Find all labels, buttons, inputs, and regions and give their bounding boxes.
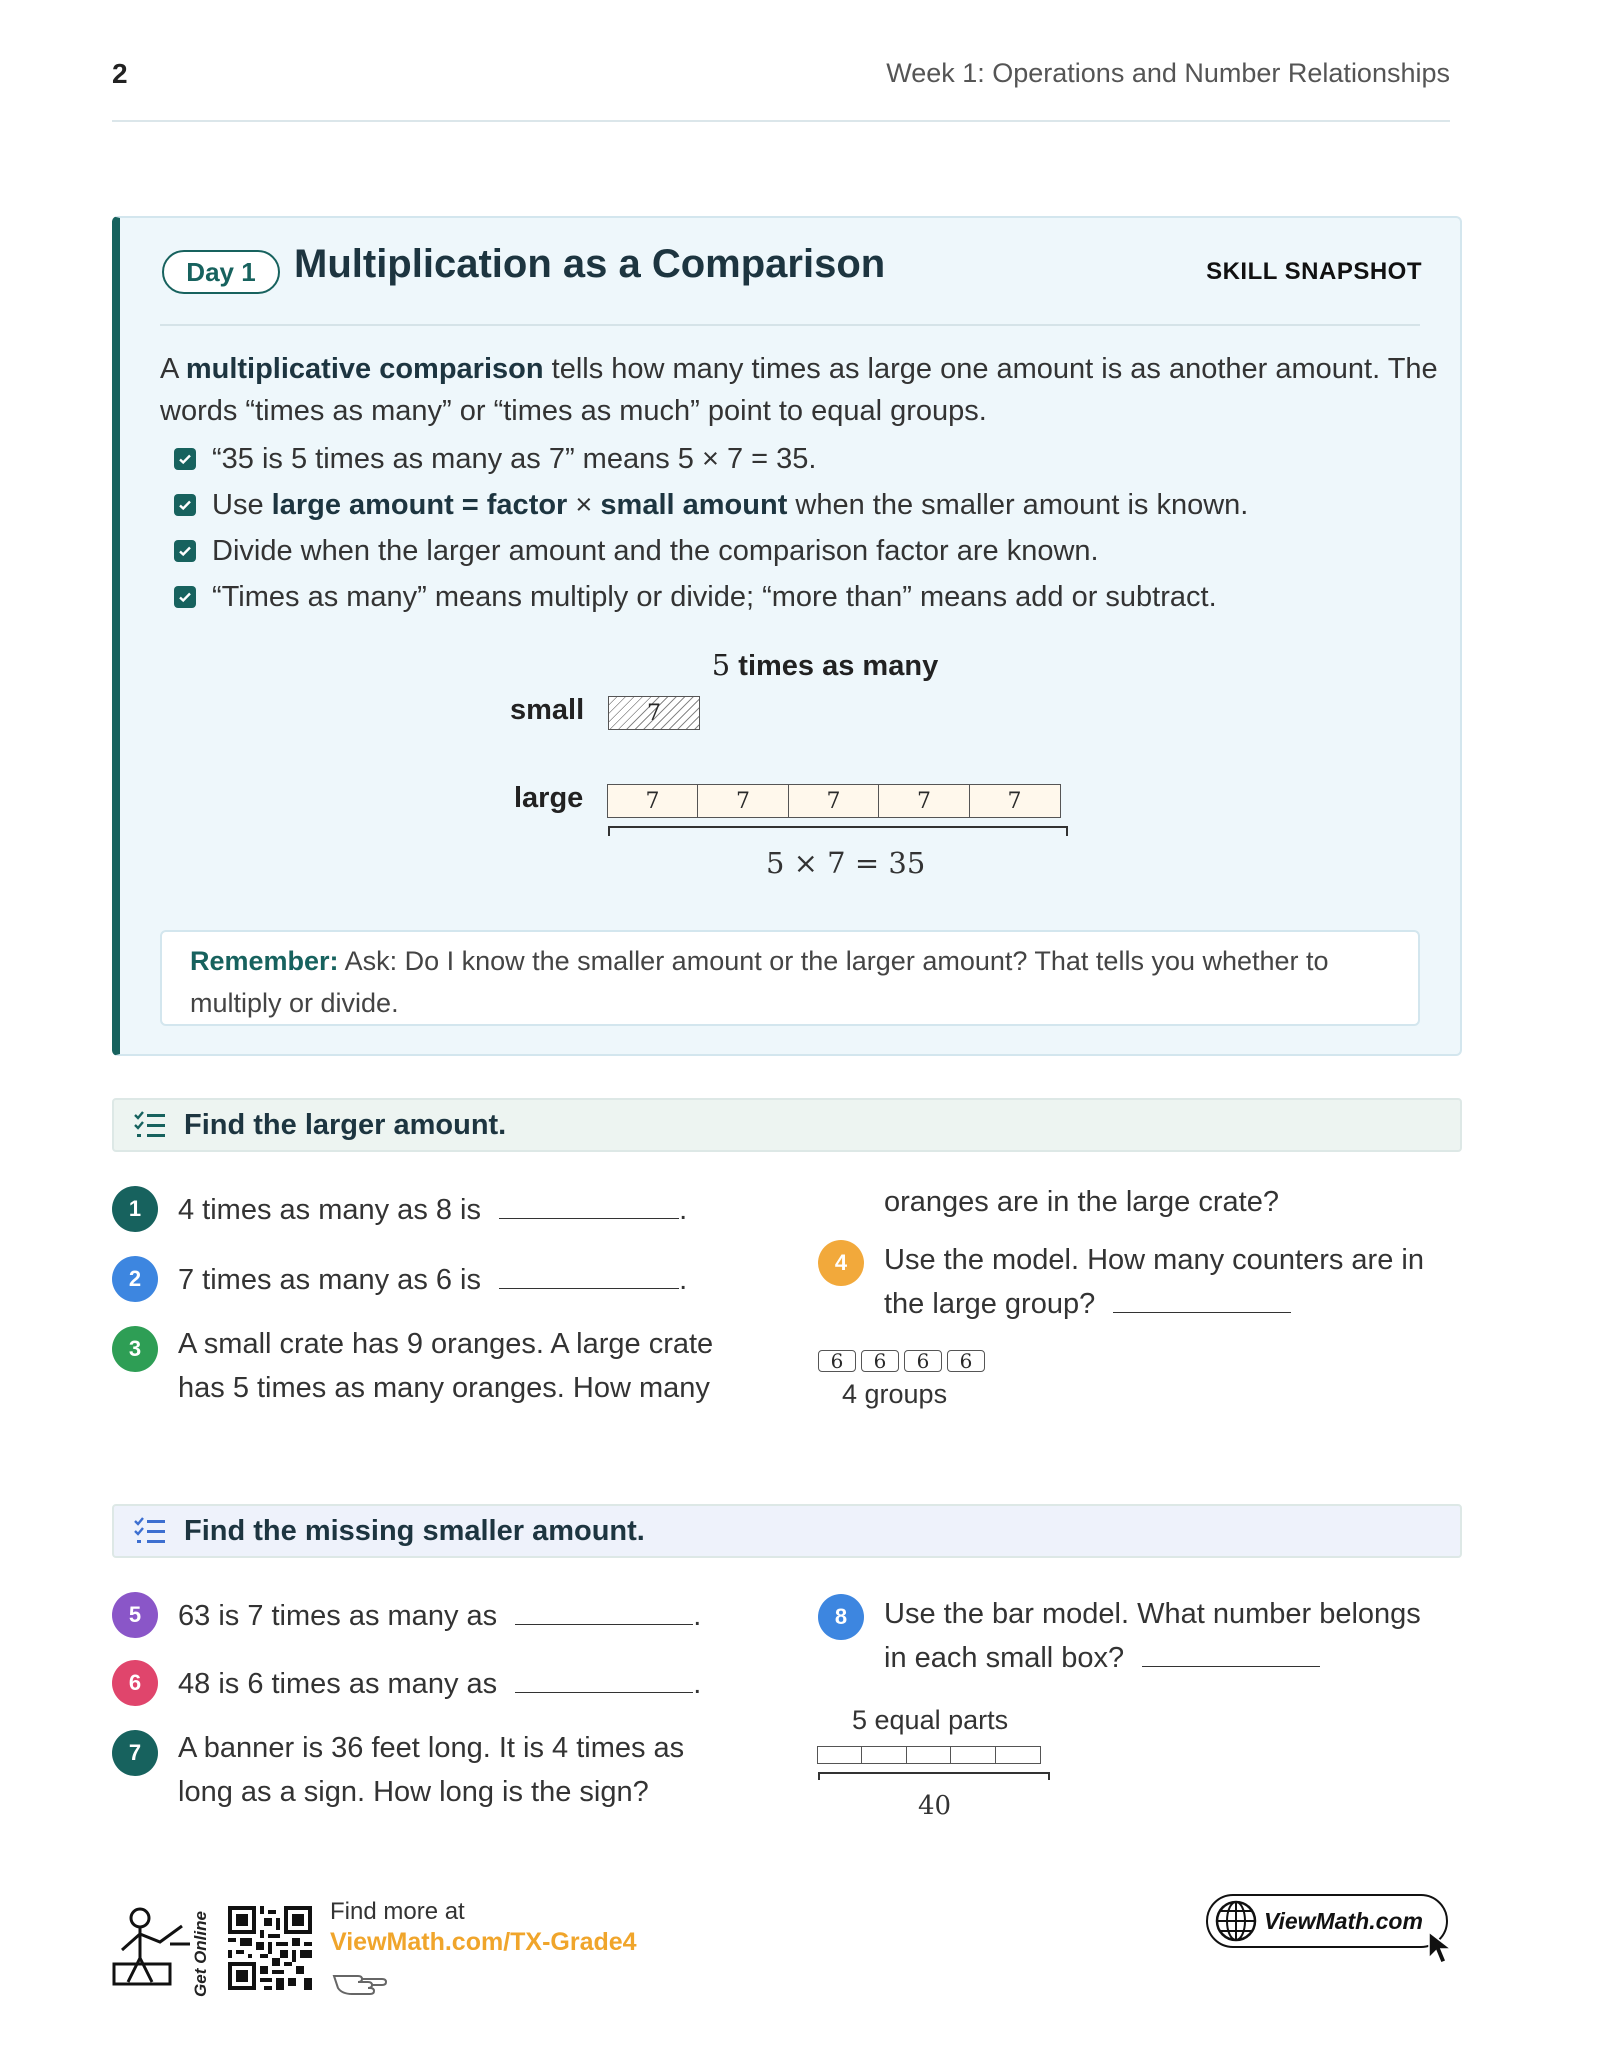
question-number-5: 5 bbox=[112, 1592, 158, 1638]
list-check-icon bbox=[134, 1517, 166, 1545]
counter-groups-model bbox=[818, 1350, 990, 1372]
answer-blank[interactable] bbox=[1113, 1293, 1291, 1313]
total-bracket bbox=[608, 826, 1068, 836]
section-header-larger-amount bbox=[112, 1098, 1462, 1152]
question-2: 7 times as many as 6 is . bbox=[178, 1264, 688, 1296]
question-4: Use the model. How many counters are in the large group? bbox=[884, 1244, 1424, 1320]
question-number-7: 7 bbox=[112, 1730, 158, 1776]
skill-snapshot-card bbox=[112, 216, 1462, 1056]
question-number-4: 4 bbox=[818, 1240, 864, 1286]
lesson-title: Multiplication as a Comparison bbox=[294, 242, 886, 286]
bar-total: 40 bbox=[918, 1791, 952, 1821]
section-header-missing-smaller bbox=[112, 1504, 1462, 1558]
remember-label: Remember: bbox=[190, 946, 339, 976]
question-5: 63 is 7 times as many as . bbox=[178, 1600, 702, 1632]
question-3: A small crate has 9 oranges. A large crate has 5 times as many oranges. How many bbox=[178, 1328, 714, 1404]
day-badge: Day 1 bbox=[162, 250, 280, 294]
bar-part bbox=[995, 1746, 1041, 1764]
intro-paragraph: A multiplicative comparison tells how many times as large one amount is as another amount. The words “times as many” or “times as much” point to equal groups. bbox=[160, 353, 1438, 427]
answer-blank[interactable] bbox=[499, 1199, 679, 1219]
online-resource-link[interactable]: ViewMath.com/TX-Grade4 bbox=[330, 1928, 637, 1956]
question-7: A banner is 36 feet long. It is 4 times as long as a sign. How long is the sign? bbox=[178, 1732, 685, 1808]
answer-blank[interactable] bbox=[515, 1605, 693, 1625]
large-label: large bbox=[514, 782, 584, 814]
large-bar-cell: 7 bbox=[878, 784, 970, 818]
large-bar-cell: 7 bbox=[969, 784, 1061, 818]
answer-blank[interactable] bbox=[1142, 1647, 1320, 1667]
card-divider bbox=[160, 324, 1420, 326]
large-bar-cell: 7 bbox=[788, 784, 880, 818]
get-online-label: Get Online bbox=[191, 1911, 210, 1997]
bar-part bbox=[906, 1746, 952, 1764]
page-number: 2 bbox=[112, 58, 128, 89]
bar-part bbox=[817, 1746, 863, 1764]
large-bar-cell: 7 bbox=[607, 784, 699, 818]
key-point: Use large amount = factor × small amount when the smaller amount is known. bbox=[174, 482, 1248, 528]
question-number-3: 3 bbox=[112, 1326, 158, 1372]
counter-group: 6 bbox=[861, 1350, 899, 1372]
question-1: 4 times as many as 8 is . bbox=[178, 1194, 688, 1226]
question-6: 48 is 6 times as many as . bbox=[178, 1668, 702, 1700]
answer-blank[interactable] bbox=[499, 1269, 679, 1289]
key-term: multiplicative comparison bbox=[185, 353, 544, 385]
question-number-8: 8 bbox=[818, 1594, 864, 1640]
key-point: “Times as many” means multiply or divide; “more than” means add or subtract. bbox=[174, 574, 1248, 620]
viewmath-badge-text: ViewMath.com bbox=[1264, 1907, 1423, 1934]
list-check-icon bbox=[134, 1111, 166, 1139]
section-title: Find the missing smaller amount. bbox=[184, 1514, 645, 1547]
teacher-icon bbox=[110, 1904, 194, 1988]
counter-group: 6 bbox=[818, 1350, 856, 1372]
header-divider bbox=[112, 120, 1450, 122]
checkbox-icon bbox=[174, 586, 196, 608]
question-number-6: 6 bbox=[112, 1660, 158, 1706]
key-point: Divide when the larger amount and the comparison factor are known. bbox=[174, 528, 1248, 574]
question-number-2: 2 bbox=[112, 1256, 158, 1302]
equal-parts-bar bbox=[818, 1746, 1041, 1764]
hand-pointer-icon bbox=[332, 1964, 390, 1998]
small-label: small bbox=[510, 694, 585, 726]
question-number-1: 1 bbox=[112, 1186, 158, 1232]
qr-code-icon[interactable] bbox=[228, 1906, 312, 1990]
bar-part bbox=[861, 1746, 907, 1764]
section-title: Find the larger amount. bbox=[184, 1108, 507, 1141]
counter-group: 6 bbox=[904, 1350, 942, 1372]
checkbox-icon bbox=[174, 540, 196, 562]
bar-part bbox=[950, 1746, 996, 1764]
counter-caption: 4 groups bbox=[842, 1379, 948, 1409]
diagram-title: 5 times as many bbox=[711, 648, 939, 682]
cursor-icon bbox=[1426, 1930, 1456, 1966]
question-3-continued: oranges are in the large crate? bbox=[884, 1186, 1279, 1218]
running-title: Week 1: Operations and Number Relationships bbox=[886, 58, 1450, 88]
key-points-list bbox=[174, 436, 1248, 620]
diagram-equation: 5 × 7 = 35 bbox=[766, 846, 926, 880]
small-amount-box: 7 bbox=[608, 696, 700, 730]
bar-model-caption: 5 equal parts bbox=[852, 1705, 1009, 1735]
question-8: Use the bar model. What number belongs in each small box? bbox=[884, 1598, 1421, 1674]
find-more-text: Find more at bbox=[330, 1898, 465, 1925]
answer-blank[interactable] bbox=[515, 1673, 693, 1693]
total-bracket bbox=[818, 1772, 1050, 1780]
large-amount-bar bbox=[608, 784, 1061, 818]
globe-icon bbox=[1214, 1899, 1258, 1943]
key-point: “35 is 5 times as many as 7” means 5 × 7 = 35. bbox=[174, 436, 1248, 482]
counter-group: 6 bbox=[947, 1350, 985, 1372]
skill-snapshot-tag: SKILL SNAPSHOT bbox=[1206, 258, 1422, 285]
remember-tip: Remember: Ask: Do I know the smaller amount or the larger amount? That tells you whether to multiply or divide. bbox=[160, 930, 1420, 1026]
checkbox-icon bbox=[174, 494, 196, 516]
viewmath-badge[interactable] bbox=[1206, 1894, 1448, 1948]
large-bar-cell: 7 bbox=[697, 784, 789, 818]
checkbox-icon bbox=[174, 448, 196, 470]
